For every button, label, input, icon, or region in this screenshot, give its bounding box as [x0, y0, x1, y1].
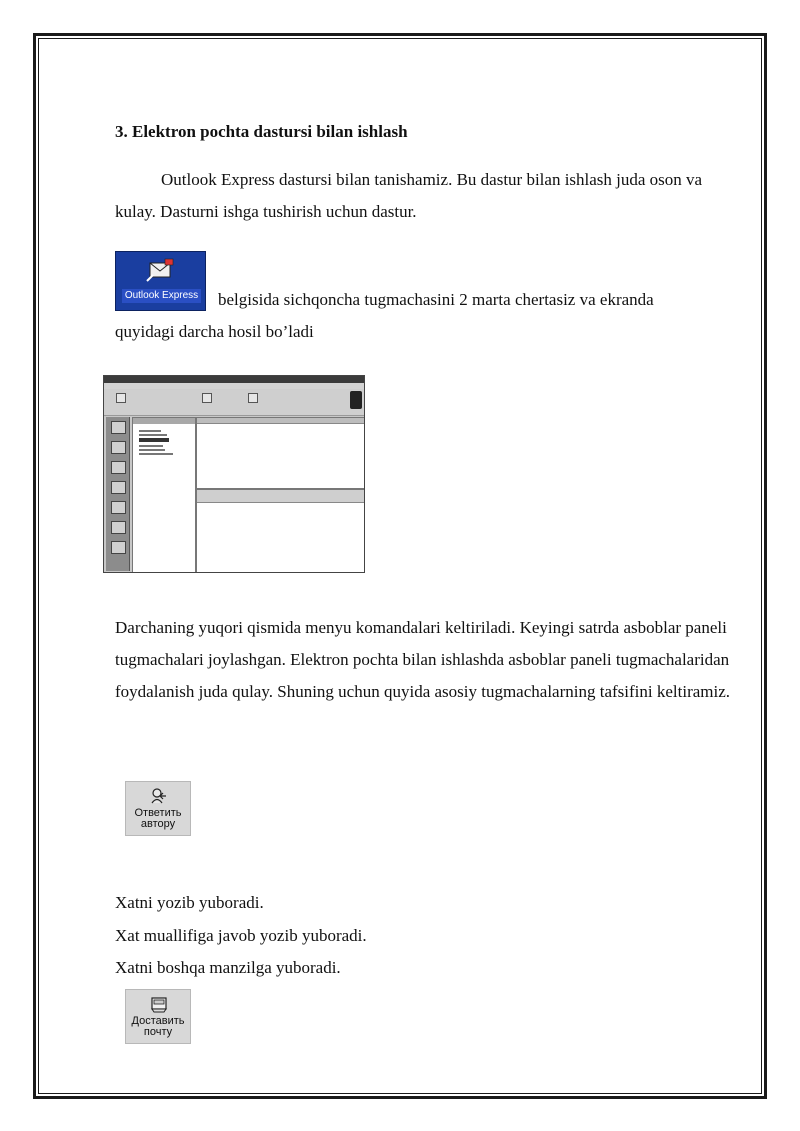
window-toolbar	[104, 389, 364, 416]
outlook-bar-icon	[111, 541, 126, 554]
deliver-mail-label: Доставить почту	[131, 1015, 185, 1038]
window-title-bar	[104, 376, 364, 383]
toolbar-button	[110, 392, 132, 412]
description-line: Xatni boshqa manzilga yuboradi.	[115, 958, 341, 977]
intro-paragraph: Outlook Express dastursi bilan tanishamiz. Bu dastur bilan ishlash juda oson va kulay. Dasturni ishga tushirish uchun dastur.	[115, 170, 703, 221]
reply-to-author-label: Ответить автору	[134, 807, 182, 830]
outlook-bar-icon	[111, 461, 126, 474]
toolbar-button	[196, 392, 218, 412]
outlook-bar-icon	[111, 421, 126, 434]
reply-author-icon	[150, 787, 168, 805]
outlook-window-screenshot	[103, 375, 365, 573]
deliver-mail-icon	[150, 995, 168, 1013]
icon-instruction: belgisida sichqoncha tugmachasini 2 marta chertasiz va ekranda	[218, 290, 654, 309]
toolbar-button	[242, 392, 264, 412]
outlook-bar-icon	[111, 521, 126, 534]
outlook-express-icon[interactable]	[115, 251, 206, 311]
windows-logo-icon	[350, 391, 362, 409]
outlook-express-label: Outlook Express	[122, 289, 201, 303]
folder-pane	[132, 417, 196, 573]
description-line: Xat muallifiga javob yozib yuboradi.	[115, 926, 367, 945]
preview-pane	[196, 489, 365, 573]
outlook-bar-icon	[111, 441, 126, 454]
envelope-icon	[146, 257, 176, 285]
outlook-bar-icon	[111, 481, 126, 494]
description-paragraph: Darchaning yuqori qismida menyu komandalari keltiriladi. Keyingi satrda asboblar paneli tugmachalari joylashgan. Elektron pochta bilan ishlashda asboblar paneli tugmachalaridan foydalanish juda qulay. Shuning uchun quyida asosiy tugmachalarning tafsifini keltiramiz.	[115, 618, 731, 701]
reply-to-author-button[interactable]	[125, 781, 191, 836]
message-list-pane	[196, 417, 365, 489]
description-line: Xatni yozib yuboradi.	[115, 893, 264, 912]
window-intro-line: quyidagi darcha hosil bo’ladi	[115, 322, 314, 341]
outlook-bar	[106, 417, 130, 571]
deliver-mail-button[interactable]	[125, 989, 191, 1044]
section-heading: 3. Elektron pochta dastursi bilan ishlash	[115, 122, 408, 141]
outlook-bar-icon	[111, 501, 126, 514]
